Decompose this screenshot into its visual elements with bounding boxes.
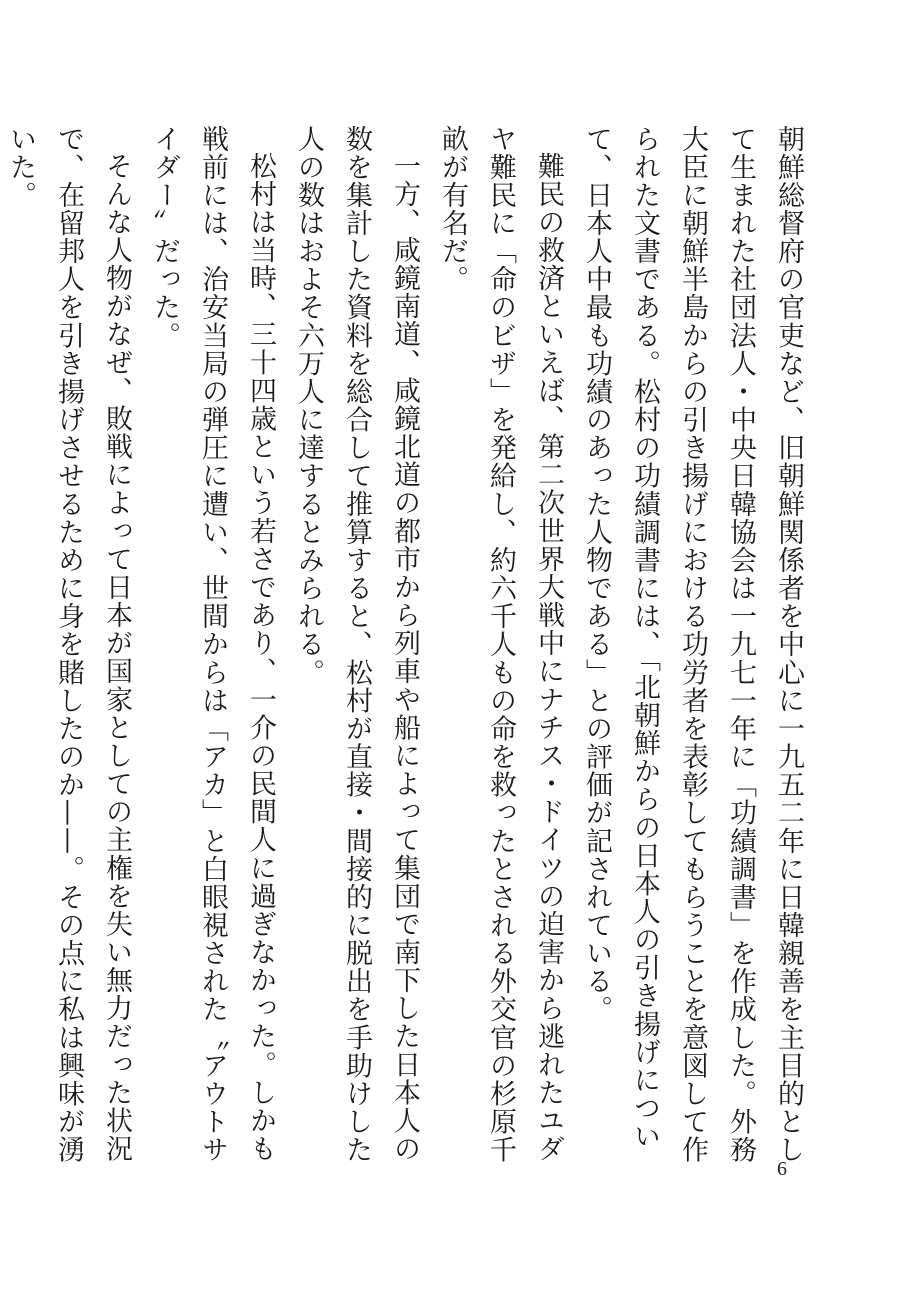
vertical-text-body [5, 125, 812, 1170]
paragraph-3: 一方、咸鏡南道、咸鏡北道の都市から列車や船によって集団で南下した日本人の数を集計した資料を総合して推算すると、松村が直接・間接的に脱出を手助けした人の数はおよそ六万人に達するとみられる。 [293, 125, 420, 1164]
paragraph-2: 難民の救済といえば、第二次世界大戦中にナチス・ドイツの迫害から逃れたユダヤ難民に「命のビザ」を発給し、約六千人もの命を救ったとされる外交官の杉原千畝が有名だ。 [437, 125, 564, 1164]
page-number: 6 [777, 1158, 787, 1180]
paragraph-4: 松村は当時、三十四歳という若さであり、一介の民間人に過ぎなかった。しかも戦前には、治安当局の弾圧に遭い、世間からは「アカ」と白眼視された〝アウトサイダー〟だった。 [149, 125, 276, 1164]
paragraph-1: 朝鮮総督府の官吏など、旧朝鮮関係者を中心に一九五二年に日韓親善を主目的として生まれた社団法人・中央日韓協会は一九七一年に「功績調書」を作成した。外務大臣に朝鮮半島からの引き揚げにおける功労者を表彰してもらうことを意図して作られた文書である。松村の功績調書には、「北朝鮮からの日本人の引き揚げについて、日本人中最も功績のあった人物である」との評価が記されている。 [581, 125, 804, 1164]
paragraph-5: そんな人物がなぜ、敗戦によって日本が国家としての主権を失い無力だった状況で、在留邦人を引き揚げさせるために身を賭したのか——。その点に私は興味が湧いた。 [5, 125, 132, 1164]
